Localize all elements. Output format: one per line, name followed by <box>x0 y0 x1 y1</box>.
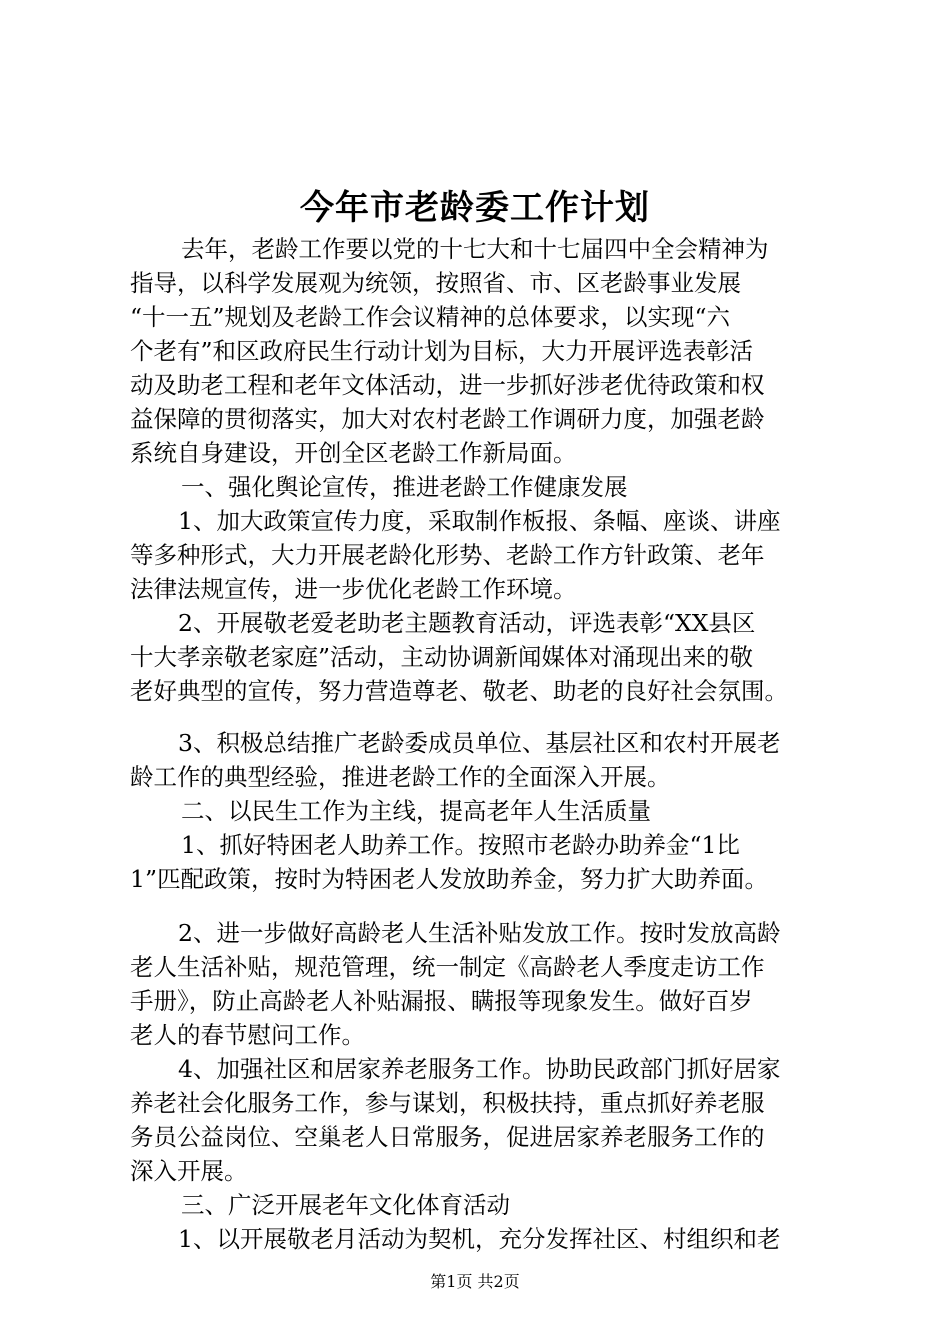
section-heading: 一、强化舆论宣传，推进老龄工作健康发展 <box>181 473 628 501</box>
paragraph-line: 养老社会化服务工作，参与谋划，积极扶持，重点抓好养老服 <box>130 1089 765 1117</box>
document-title: 今年市老龄委工作计划 <box>300 188 650 228</box>
paragraph-line: 1”匹配政策，按时为特困老人发放助养金，努力扩大助养面。 <box>130 865 768 893</box>
paragraph-line: 3、积极总结推广老龄委成员单位、基层社区和农村开展老 <box>178 729 781 757</box>
paragraph-line: 老人生活补贴，规范管理，统一制定《高龄老人季度走访工作 <box>130 953 765 981</box>
paragraph-line: 2、进一步做好高龄老人生活补贴发放工作。按时发放高龄 <box>178 919 781 947</box>
paragraph-line: 手册》，防止高龄老人补贴漏报、瞒报等现象发生。做好百岁 <box>130 987 753 1015</box>
paragraph-line: 1、加大政策宣传力度，采取制作板报、条幅、座谈、讲座 <box>178 507 781 535</box>
paragraph-line: 老好典型的宣传，努力营造尊老、敬老、助老的良好社会氛围。 <box>130 677 788 705</box>
section-heading: 二、以民生工作为主线，提高老年人生活质量 <box>181 797 651 825</box>
paragraph-line: 系统自身建设，开创全区老龄工作新局面。 <box>130 439 577 467</box>
paragraph-line: 4、加强社区和居家养老服务工作。协助民政部门抓好居家 <box>178 1055 781 1083</box>
paragraph-line: 去年，老龄工作要以党的十七大和十七届四中全会精神为 <box>181 235 769 263</box>
paragraph-line: 深入开展。 <box>130 1157 248 1185</box>
paragraph-line: 1、抓好特困老人助养工作。按照市老龄办助养金“1比 <box>181 831 740 859</box>
paragraph-line: 个老有”和区政府民生行动计划为目标，大力开展评选表彰活 <box>130 337 754 365</box>
page-footer: 第1页 共2页 <box>430 1272 520 1291</box>
paragraph-line: 龄工作的典型经验，推进老龄工作的全面深入开展。 <box>130 763 671 791</box>
paragraph-line: “十一五”规划及老龄工作会议精神的总体要求，以实现“六 <box>130 303 731 331</box>
paragraph-line: 2、开展敬老爱老助老主题教育活动，评选表彰“XX县区 <box>178 609 756 637</box>
paragraph-line: 益保障的贯彻落实，加大对农村老龄工作调研力度，加强老龄 <box>130 405 765 433</box>
paragraph-line: 十大孝亲敬老家庭”活动，主动协调新闻媒体对涌现出来的敬 <box>130 643 754 671</box>
section-heading: 三、广泛开展老年文化体育活动 <box>181 1191 510 1219</box>
paragraph-line: 法律法规宣传，进一步优化老龄工作环境。 <box>130 575 577 603</box>
paragraph-line: 指导，以科学发展观为统领，按照省、市、区老龄事业发展 <box>130 269 741 297</box>
paragraph-line: 动及助老工程和老年文体活动，进一步抓好涉老优待政策和权 <box>130 371 765 399</box>
paragraph-line: 老人的春节慰问工作。 <box>130 1021 365 1049</box>
paragraph-line: 1、以开展敬老月活动为契机，充分发挥社区、村组织和老 <box>178 1225 781 1253</box>
paragraph-line: 务员公益岗位、空巢老人日常服务，促进居家养老服务工作的 <box>130 1123 765 1151</box>
paragraph-line: 等多种形式，大力开展老龄化形势、老龄工作方针政策、老年 <box>130 541 765 569</box>
